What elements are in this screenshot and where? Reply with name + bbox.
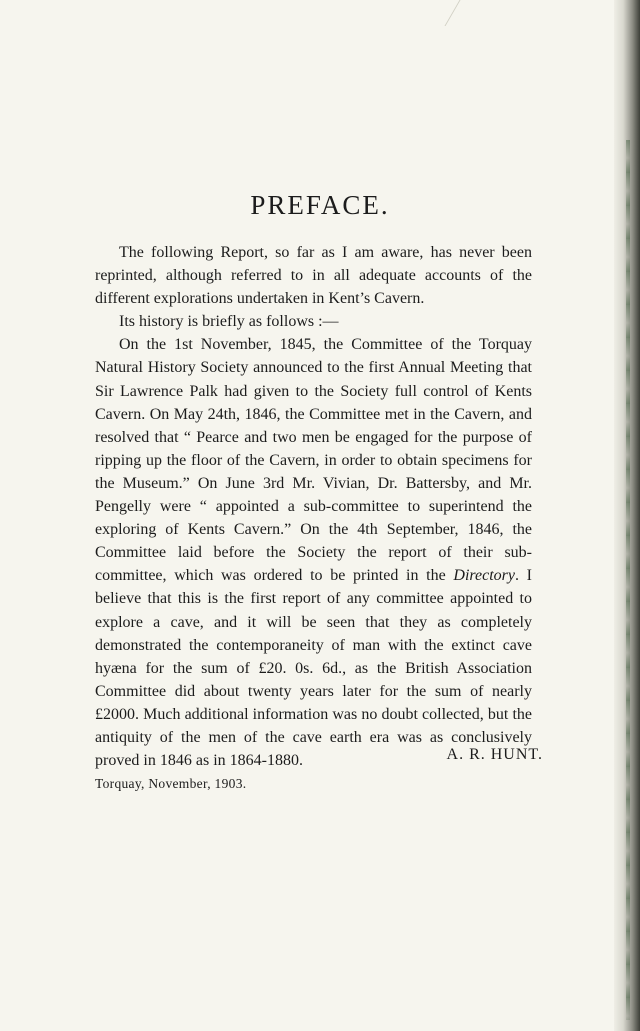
author-signature: A. R. HUNT.: [446, 746, 543, 763]
paragraph-1: The following Report, so far as I am aware, has never been reprinted, although referred to in all adequate accounts of the different explorations undertaken in Kent’s Cavern.: [95, 244, 532, 308]
paragraph-2: Its history is briefly as follows :—: [119, 313, 339, 331]
corner-mark: [422, 0, 460, 26]
dateline: Torquay, November, 1903.: [95, 776, 247, 791]
page-title: PREFACE.: [250, 190, 390, 220]
page-edge-shadow: [614, 0, 640, 1031]
paragraph-3: [95, 333, 532, 772]
paragraph-3-text: On the 1st November, 1845, the Committee of the Torquay Natural History Society announced to the first Annual Meeting that Sir Lawrence Palk had given to the Society full control of Kents Cavern. On May 24th, 1846, the Committee met in the Cavern, and resolved that “ Pearce and two men be engaged for the purpose of ripping up the floor of the Cavern, in order to obtain specimens for the Museum.” On June 3rd Mr. Vivian, Dr. Battersby, and Mr. Pengelly were “ appointed a sub-committee to superintend the exploring of Kents Cavern.” On the 4th September, 1846, the Committee laid before the Society the report of their sub-committee, which was ordered to be printed in the: [95, 336, 532, 585]
directory-reference: Directory: [453, 567, 515, 585]
paragraph-3-tail: . I believe that this is the first report of any committee appointed to explore a cave, and it will be seen that they as completely demonstrated the contemporaneity of man with the extinct cave hyæna for the sum of £20. 0s. 6d., as the British Association Committee did about twenty years later for the sum of nearly £2000. Much additional information was no doubt collected, but the antiquity of the men of the cave earth era was as conclusively proved in 1846 as in 1864-1880.: [95, 567, 533, 770]
preface-body: [95, 241, 532, 772]
